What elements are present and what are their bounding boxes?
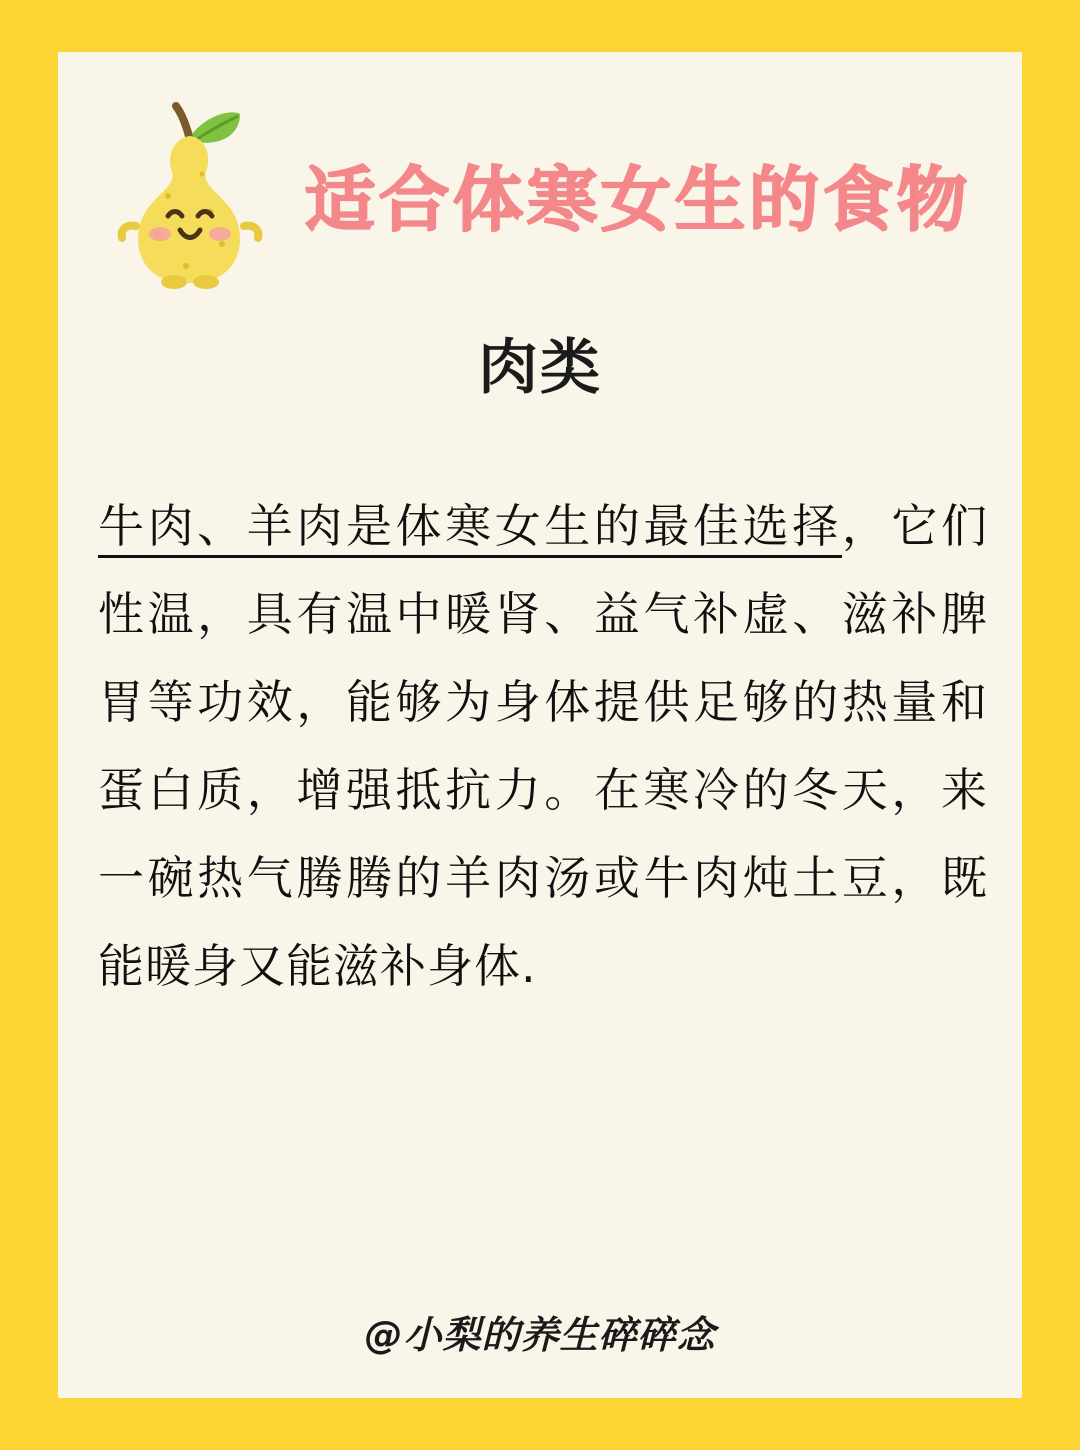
pear-mascot-icon [106, 100, 274, 290]
page-title: 适合体寒女生的食物 [305, 159, 971, 241]
body-paragraph-underlined: 牛肉、羊肉是体寒女生的最佳选择 [98, 499, 842, 558]
section-heading: 肉类 [478, 333, 602, 403]
header [58, 82, 1022, 292]
body-paragraph-rest: ，它们性温，具有温中暖肾、益气补虚、滋补脾胃等功效，能够为身体提供足够的热量和蛋白质，增强抵抗力。在寒冷的冬天，来一碗热气腾腾的羊肉汤或牛肉炖土豆，既能暖身又能滋补身体. [98, 499, 989, 993]
content-card [58, 52, 1022, 1398]
body-paragraph [98, 482, 988, 1010]
author-handle: @小梨的养生碎碎念 [364, 1313, 716, 1357]
